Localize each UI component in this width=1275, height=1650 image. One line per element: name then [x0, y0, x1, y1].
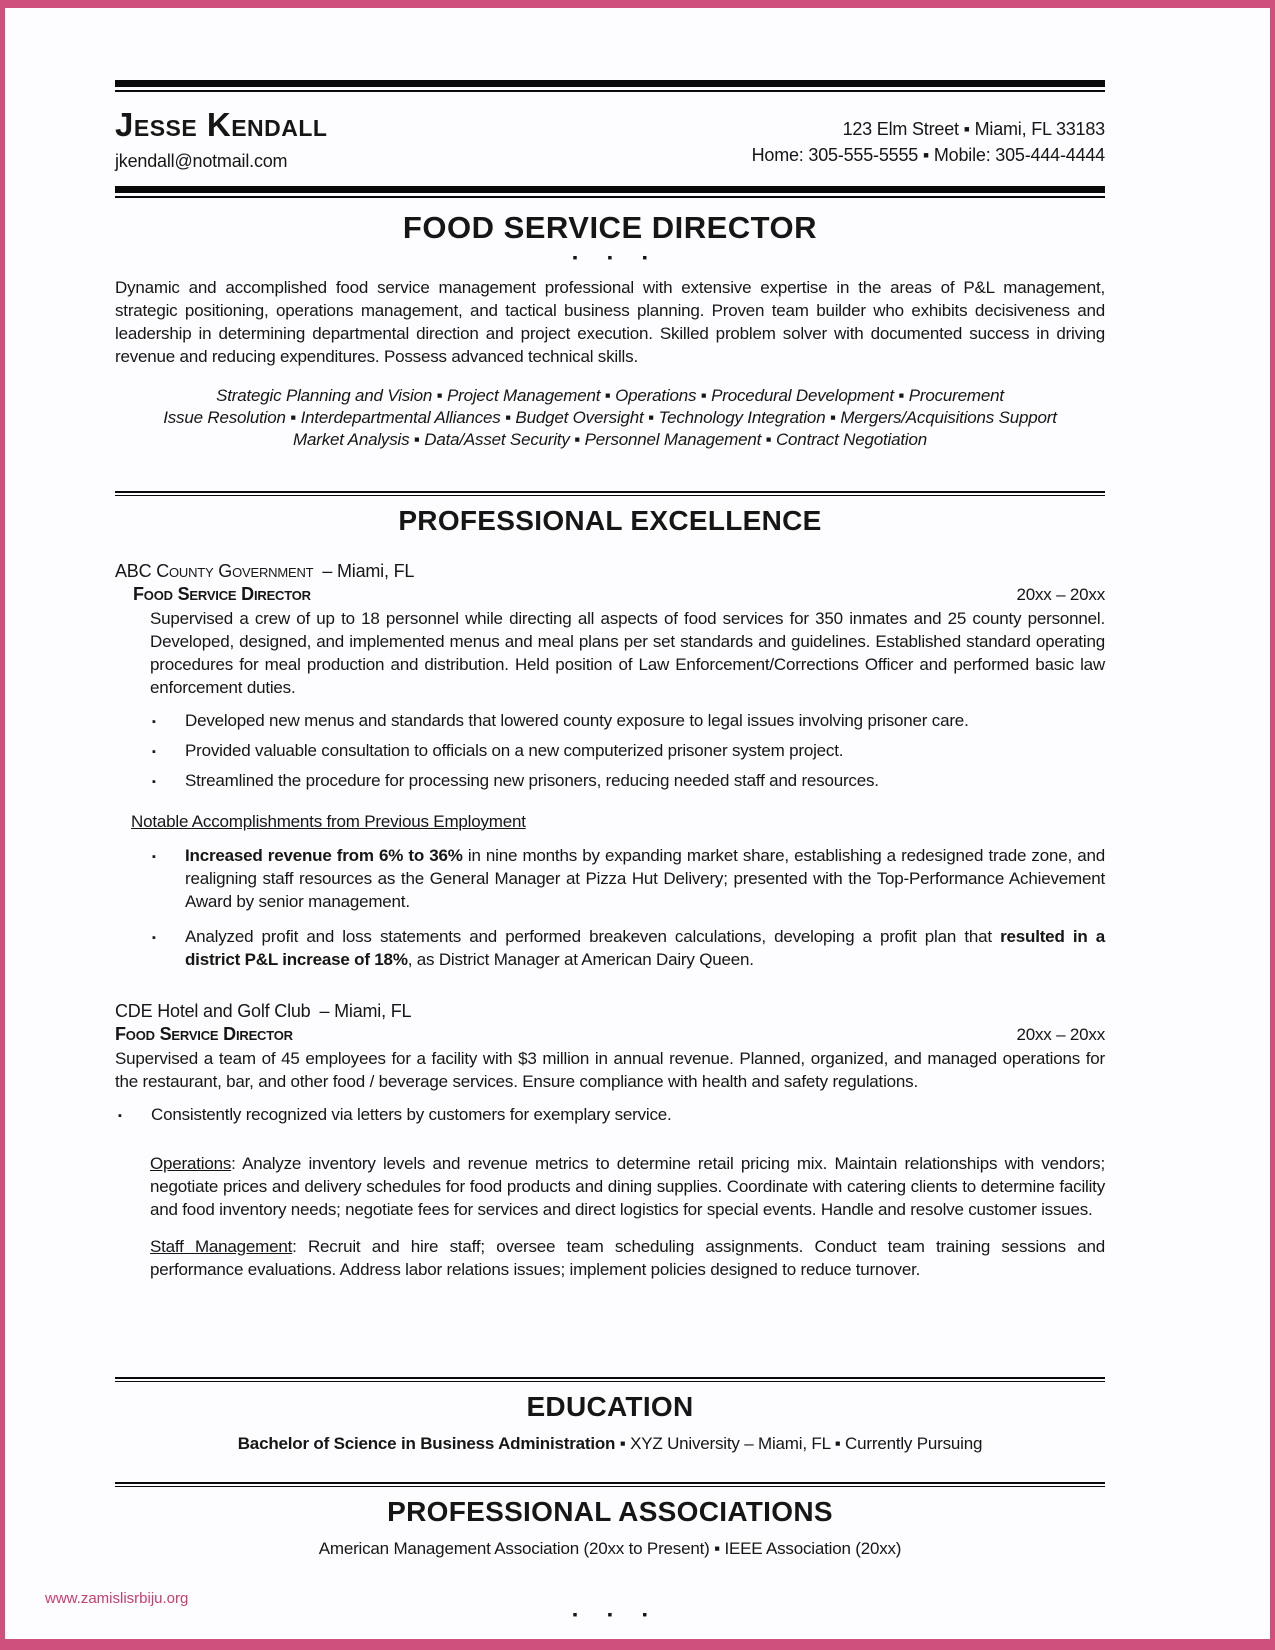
section-heading-professional-excellence: PROFESSIONAL EXCELLENCE	[398, 504, 822, 536]
header-identity	[115, 108, 328, 172]
contact-phones: Home: 305-555-5555 ▪ Mobile: 305-444-4444	[751, 145, 1105, 165]
employer-location: – Miami, FL	[319, 1000, 412, 1021]
candidate-name: Jesse Kendall	[115, 106, 328, 143]
job-bullet-list	[115, 709, 1105, 794]
job-title-row	[115, 1024, 1105, 1045]
notable-bullet-list	[115, 844, 1105, 971]
bullet-icon: ▪	[118, 1109, 122, 1122]
bullet-icon: ▪	[152, 850, 156, 863]
skills-line: Strategic Planning and Vision ▪ Project Management ▪ Operations ▪ Procedural Development ▪ Procurement	[216, 385, 1004, 405]
title-separator: ▪ ▪ ▪	[572, 248, 661, 265]
resume-title: FOOD SERVICE DIRECTOR	[402, 209, 818, 245]
employer-name: ABC County Government	[115, 560, 314, 581]
job-employer-line	[115, 1001, 1105, 1022]
job-title: Food Service Director	[133, 583, 311, 604]
bullet-text-pre: Analyzed profit and loss statements and performed breakeven calculations, developing a profit plan that	[185, 926, 1001, 946]
bullet-text	[185, 844, 1105, 913]
section-rule	[115, 1377, 1105, 1382]
bullet-item	[115, 769, 1105, 794]
job-description: Supervised a crew of up to 18 personnel while directing all aspects of food services for 350 inmates and 25 county personnel. Developed, designed, and implemented menus and meal plans per set standards and guidelines. Established standard operating procedures for meal production and distribution. Held position of Law Enforcement/Corrections Officer and performed basic law enforcement duties.	[150, 608, 1105, 697]
bullet-text: Developed new menus and standards that lowered county exposure to legal issues involving prisoner care.	[185, 710, 969, 730]
bullet-icon: ▪	[152, 715, 156, 728]
bullet-text: Provided valuable consultation to officials on a new computerized prisoner system project.	[185, 740, 844, 760]
job-entry-cde-hotel	[115, 1001, 1105, 1281]
section-rule	[115, 1482, 1105, 1487]
bullet-item	[115, 739, 1105, 764]
candidate-email: jkendall@notmail.com	[115, 150, 288, 171]
top-rule	[115, 80, 1105, 92]
education-degree: Bachelor of Science in Business Administration	[237, 1433, 616, 1453]
header-rule	[115, 186, 1105, 198]
skills-keywords	[115, 385, 1105, 451]
job-dates: 20xx – 20xx	[1016, 584, 1105, 604]
bullet-text-post: , as District Manager at American Dairy Queen.	[407, 949, 754, 969]
bullet-item	[115, 844, 1105, 913]
notable-accomplishments-heading: Notable Accomplishments from Previous Employment	[131, 811, 526, 831]
header	[115, 108, 1105, 172]
section-heading-education: EDUCATION	[526, 1390, 694, 1422]
bullet-text: Streamlined the procedure for processing new prisoners, reducing needed staff and resources.	[185, 770, 879, 790]
job-dates: 20xx – 20xx	[1016, 1024, 1105, 1044]
paragraph-label: Operations	[150, 1153, 232, 1173]
staff-management-paragraph	[150, 1235, 1105, 1281]
bullet-icon: ▪	[152, 745, 156, 758]
employer-location: – Miami, FL	[322, 560, 415, 581]
education-details: ▪ XYZ University – Miami, FL ▪ Currently Pursuing	[615, 1433, 983, 1453]
footer-separator: ▪ ▪ ▪	[572, 1605, 661, 1622]
paragraph-text: : Analyze inventory levels and revenue metrics to determine retail pricing mix. Maintain relationships with vendors; negotiate prices and delivery schedules for food products and dining supplies. Coordinate with catering clients to determine facility and food inventory needs; negotiate fees for services and direct logistics for special events. Handle and resolve customer issues.	[150, 1153, 1105, 1219]
bullet-text-bold: Increased revenue from 6% to 36%	[185, 845, 463, 865]
associations-line: American Management Association (20xx to Present) ▪ IEEE Association (20xx)	[318, 1538, 902, 1558]
bullet-text-bold: resulted in a district P&L increase of 18%	[185, 926, 1105, 969]
operations-paragraph	[150, 1152, 1105, 1221]
bullet-text	[185, 925, 1105, 971]
section-heading-professional-associations: PROFESSIONAL ASSOCIATIONS	[387, 1495, 833, 1527]
header-contact	[752, 108, 1105, 168]
job-employer-line	[115, 561, 1105, 582]
summary-paragraph: Dynamic and accomplished food service management professional with extensive expertise in the areas of P&L management, strategic positioning, operations management, and tactical business planning. Proven team builder who exhibits decisiveness and leadership in determining departmental direction and project execution. Skilled problem solver with documented success in driving revenue and reducing expenditures. Possess advanced technical skills.	[115, 277, 1105, 366]
section-rule	[115, 491, 1105, 496]
education-line	[115, 1432, 1105, 1455]
bullet-item	[115, 925, 1105, 971]
bullet-item	[115, 709, 1105, 734]
paragraph-label: Staff Management	[150, 1236, 293, 1256]
job-entry-abc-county	[115, 561, 1105, 971]
job-bullet-list	[115, 1103, 1105, 1128]
contact-address: 123 Elm Street ▪ Miami, FL 33183	[842, 119, 1105, 139]
bullet-icon: ▪	[152, 775, 156, 788]
bullet-text-post: in nine months by expanding market share, establishing a redesigned trade zone, and realigning staff resources as the General Manager at Pizza Hut Delivery; presented with the Top-Performance Achievement Award by senior management.	[185, 845, 1105, 911]
watermark-text: www.zamislisrbiju.org	[45, 1590, 189, 1607]
skills-line: Issue Resolution ▪ Interdepartmental Alliances ▪ Budget Oversight ▪ Technology Integration ▪ Mergers/Acquisitions Support	[163, 407, 1057, 427]
resume-content	[115, 8, 1105, 1622]
job-title: Food Service Director	[115, 1023, 293, 1044]
bullet-item	[115, 1103, 1105, 1128]
employer-name: CDE Hotel and Golf Club	[115, 1000, 311, 1021]
job-description: Supervised a team of 45 employees for a facility with $3 million in annual revenue. Planned, organized, and managed operations for the restaurant, bar, and other food / beverage services. Ensure compliance with health and safety regulations.	[115, 1048, 1105, 1091]
bullet-text: Consistently recognized via letters by customers for exemplary service.	[151, 1104, 672, 1124]
bullet-icon: ▪	[152, 931, 156, 944]
job-title-row	[115, 584, 1105, 605]
paragraph-text: : Recruit and hire staff; oversee team scheduling assignments. Conduct team training sessions and performance evaluations. Address labor relations issues; implement policies designed to reduce turnover.	[150, 1236, 1105, 1279]
skills-line: Market Analysis ▪ Data/Asset Security ▪ Personnel Management ▪ Contract Negotiation	[293, 429, 927, 449]
